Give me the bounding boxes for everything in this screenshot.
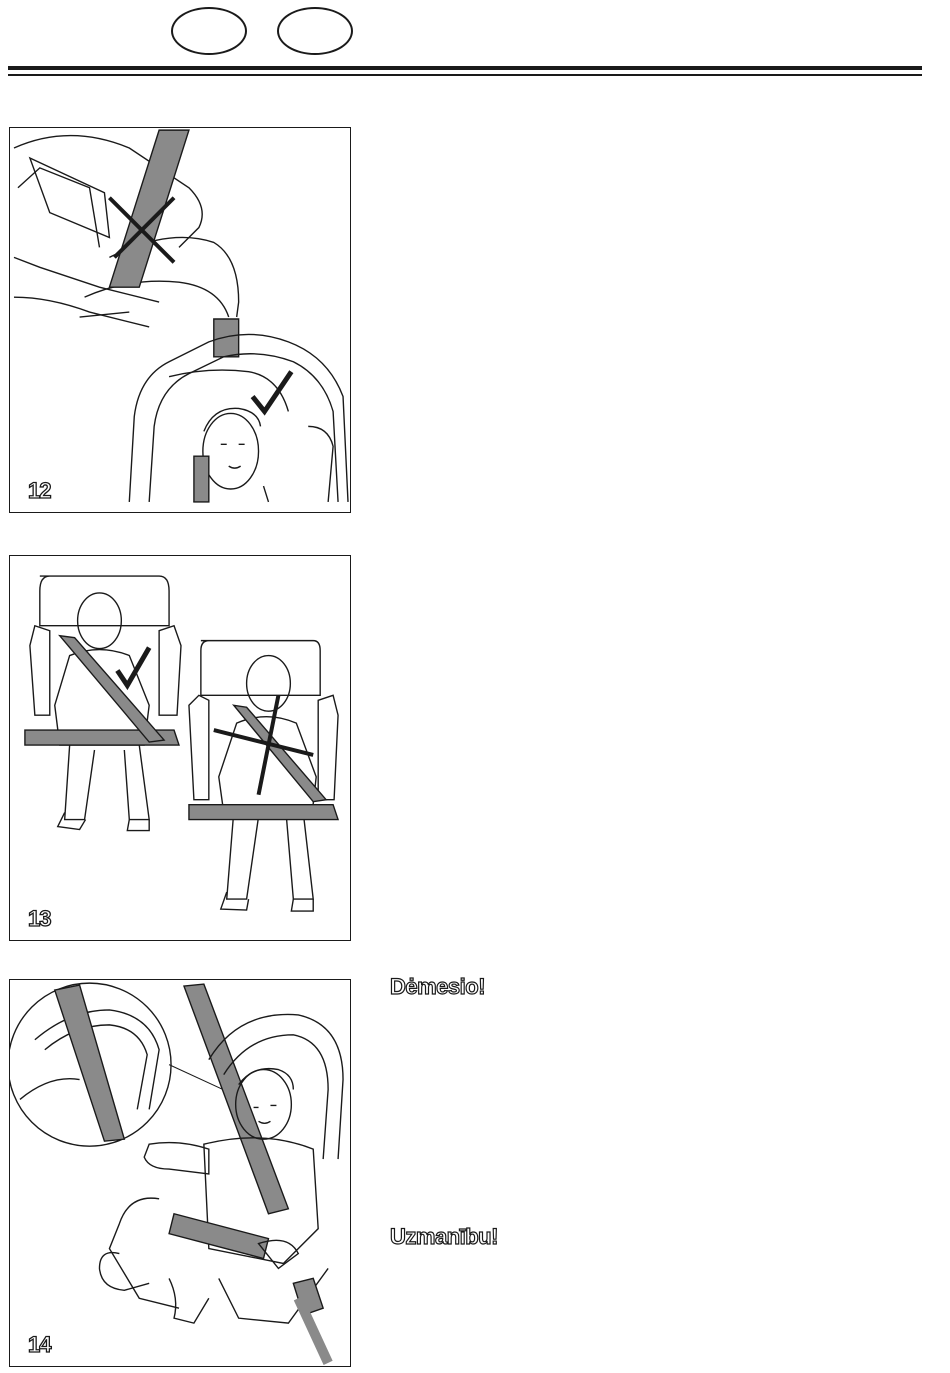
figure-number: 12 bbox=[28, 478, 51, 503]
figure-12-illustration bbox=[10, 128, 350, 512]
figure-13 bbox=[9, 555, 351, 941]
warning-heading-latvian: Uzmanību! bbox=[390, 1224, 498, 1249]
language-badge-left bbox=[171, 7, 247, 55]
figure-number: 13 bbox=[28, 906, 51, 931]
figure-12 bbox=[9, 127, 351, 513]
figure-number: 14 bbox=[28, 1332, 51, 1357]
header-rule-thin bbox=[8, 74, 922, 76]
figure-14-illustration bbox=[10, 980, 350, 1366]
header-rule-thick bbox=[8, 66, 922, 70]
language-badge-right bbox=[277, 7, 353, 55]
figure-13-illustration bbox=[10, 556, 350, 940]
warning-heading-lithuanian: Dėmesio! bbox=[390, 974, 486, 999]
figure-14 bbox=[9, 979, 351, 1367]
